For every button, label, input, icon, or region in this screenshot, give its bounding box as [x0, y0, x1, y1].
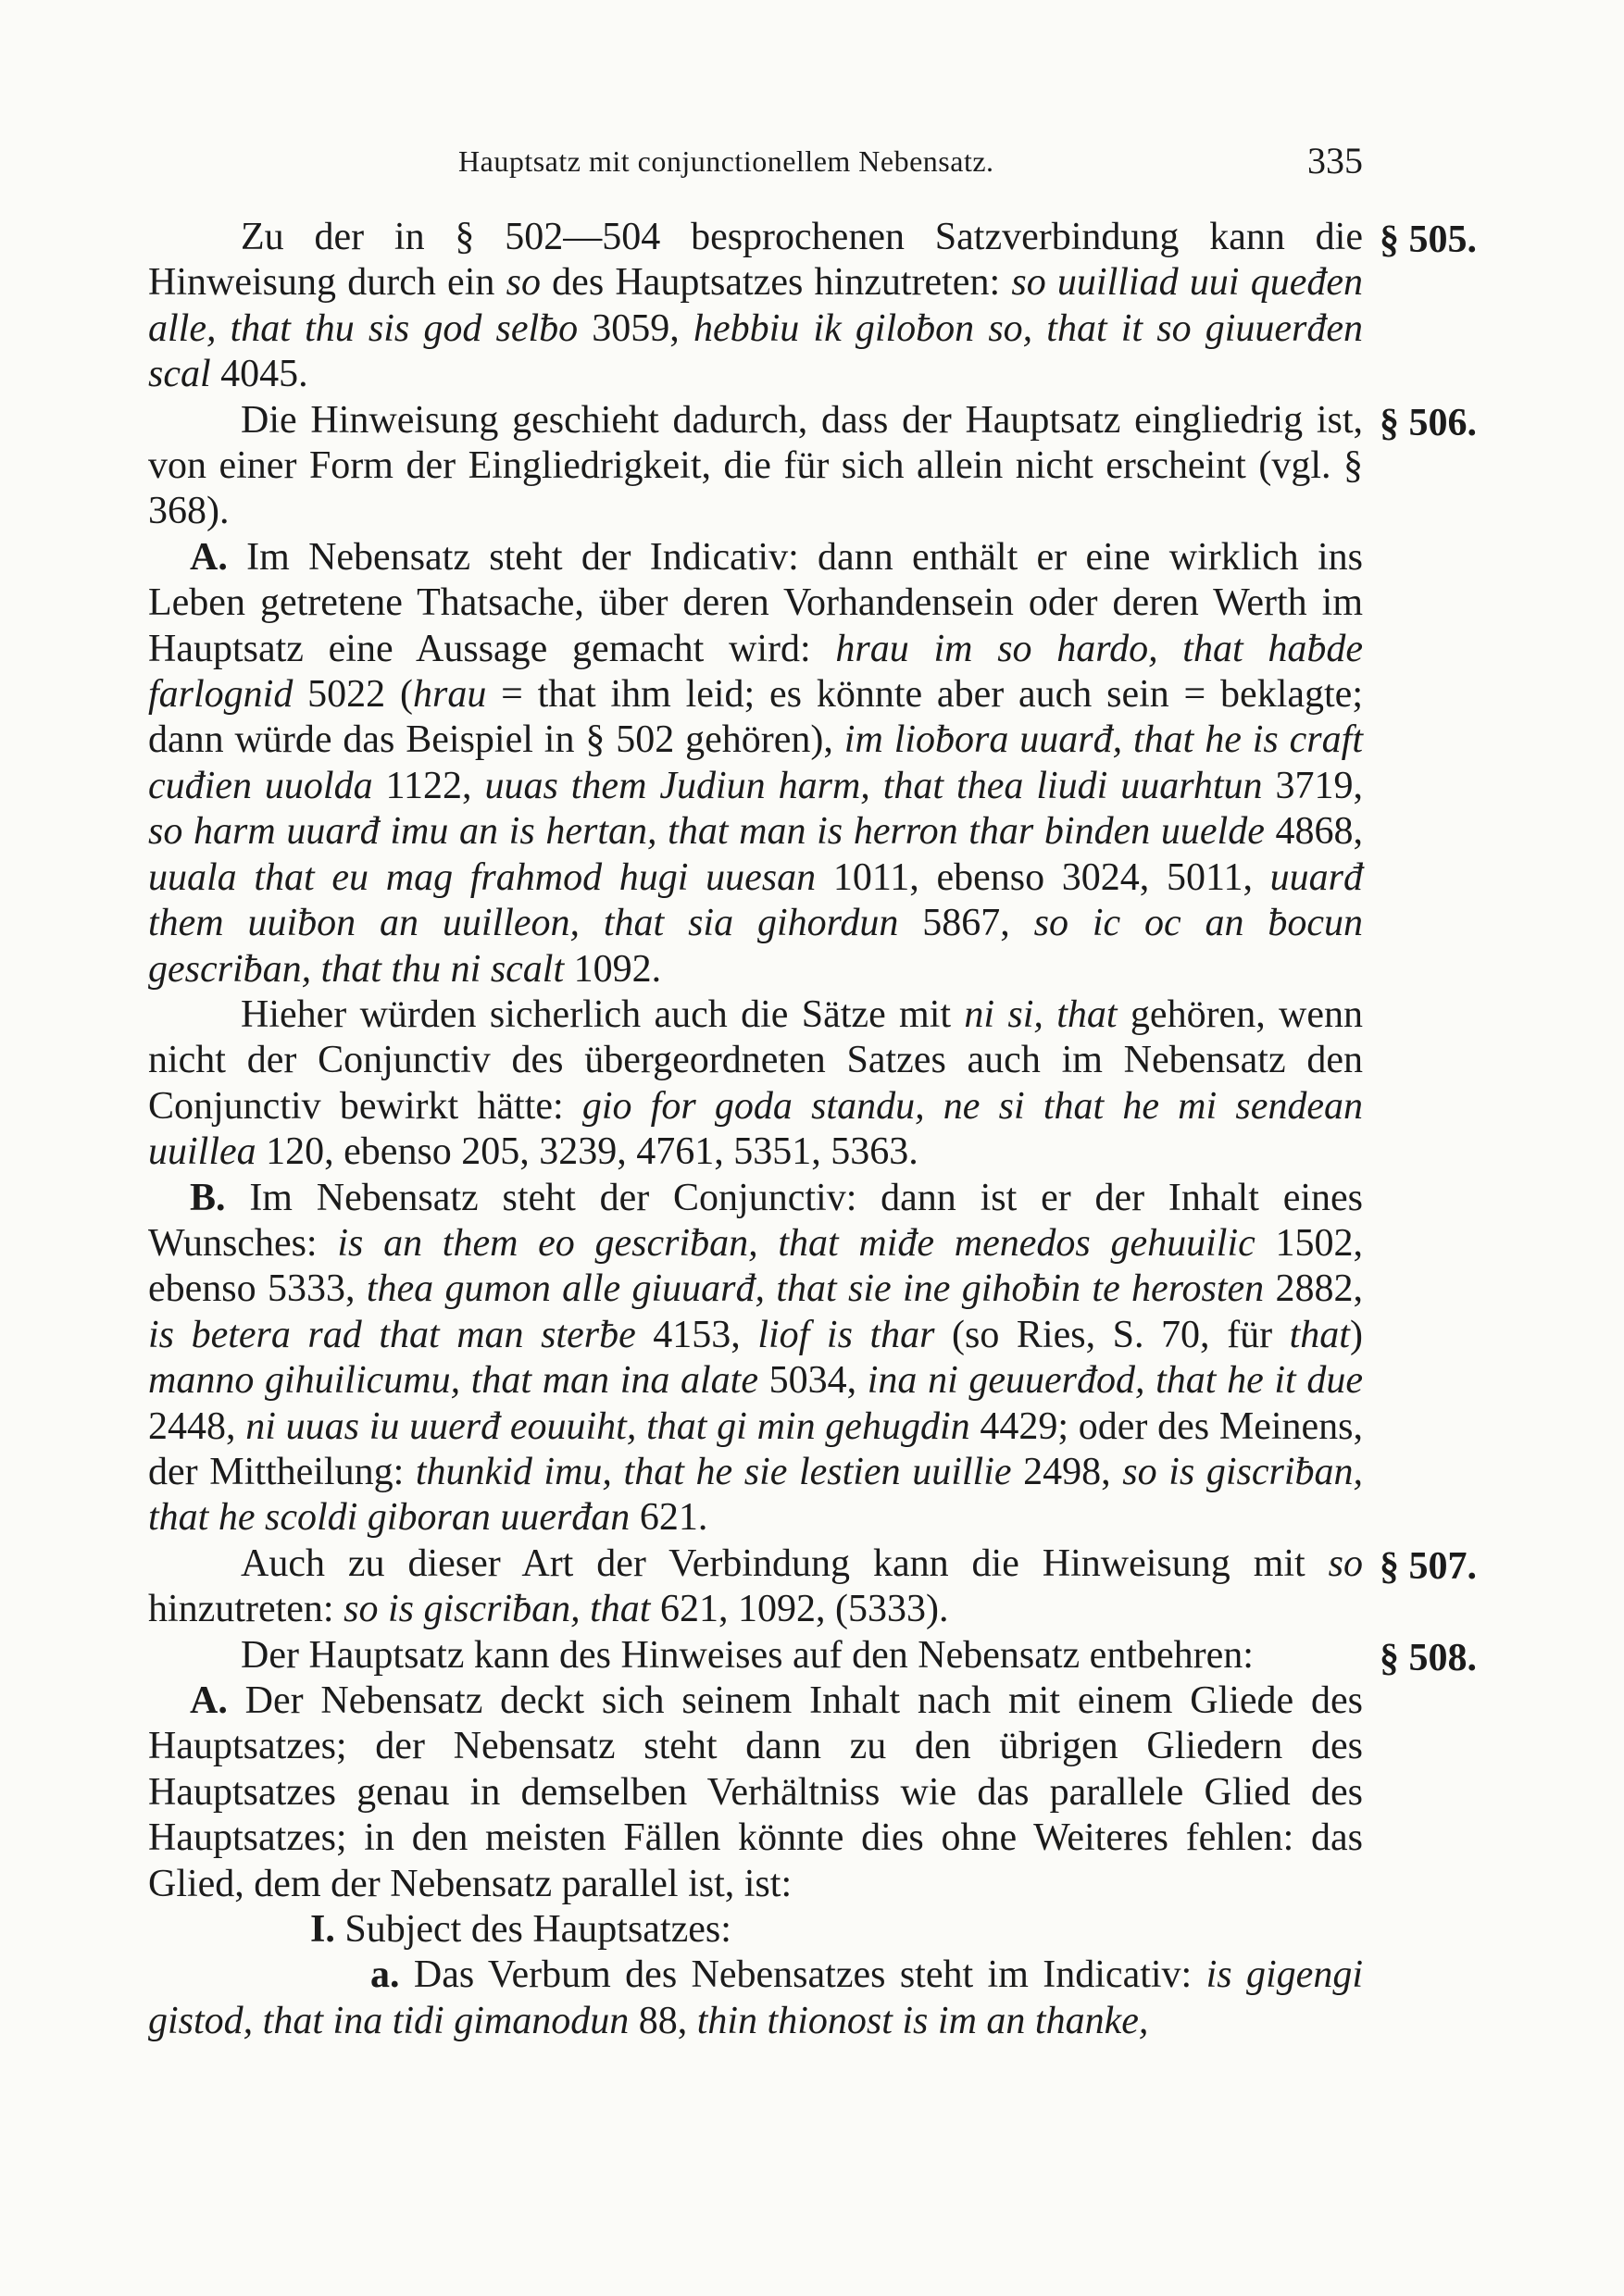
text-run: 4153, [635, 1313, 758, 1356]
paragraph-507 [148, 1541, 1477, 1633]
paragraph-506 [148, 398, 1477, 535]
text-run: 1122, [372, 764, 485, 807]
section-number-506: § 506. [1380, 401, 1477, 444]
running-title: Hauptsatz mit conjunctionellem Nebensatz. [458, 144, 994, 178]
list-marker-b: B. [190, 1176, 226, 1219]
example-quote: so ic oc an ƀocun gescriƀan, that thu ni scalt [148, 902, 1363, 991]
paragraph-508-a-i [148, 1907, 1363, 1953]
example-quote: is an them eo gescriƀan, that miđe menedos gehuuilic [337, 1221, 1255, 1265]
paragraph-506-a [148, 535, 1363, 992]
example-quote: so is giscriƀan, that [344, 1588, 651, 1631]
example-quote: is gigengi gistod, that ina tidi gimanodun [148, 1953, 1363, 2042]
paragraph-body [148, 1177, 1363, 1540]
paragraph-text [148, 1678, 1363, 1907]
paragraph-text [148, 535, 1363, 992]
example-quote: that [1289, 1313, 1350, 1356]
example-quote: liof is thar [757, 1313, 935, 1356]
text-run: 1011, ebenso 3024, 5011, [816, 855, 1270, 899]
list-marker-a-upper: A. [190, 1679, 228, 1722]
example-quote: so [1328, 1541, 1363, 1585]
paragraph-505 [148, 215, 1477, 398]
paragraph-hieher [148, 992, 1363, 1176]
paragraph-text [148, 992, 1363, 1176]
example-quote: thunkid imu, that he sie lestien uuillie [415, 1450, 1012, 1493]
text-run: 2882, [1264, 1267, 1363, 1311]
example-quote: ni uuas iu uuerđ eouuiht, that gi min gehugdin [245, 1404, 970, 1448]
paragraph-text [148, 1176, 1363, 1541]
text-run: des Hauptsatzes hinzutreten: [540, 261, 1012, 305]
text-run: 621, 1092, (5333). [650, 1588, 949, 1631]
paragraph-text [148, 1907, 1363, 1953]
text-run: Im Nebensatz steht der Conjunctiv: dann ist er der Inhalt eines Wunsches: [148, 1176, 1363, 1265]
text-run: 621. [630, 1496, 708, 1540]
list-marker-a-lower: a. [370, 1953, 400, 1997]
text-run: 3719, [1262, 764, 1364, 807]
text-run: 5034, [757, 1359, 868, 1403]
example-quote: hrau [412, 673, 487, 717]
list-marker-roman-i: I. [310, 1908, 335, 1952]
example-quote: so [506, 261, 541, 305]
paragraph-508-a [148, 1678, 1363, 1907]
text-run: Hieher würden sicherlich auch die Sätze mit [241, 992, 965, 1036]
paragraph-text [148, 398, 1363, 535]
example-quote: uuas them Judiun harm, that thea liudi uuarhtun [484, 764, 1263, 807]
example-quote: so uuilliad uui queđen alle, that thu sis god selƀo [148, 261, 1363, 350]
paragraph-text [148, 1953, 1363, 2044]
section-number-508: § 508. [1380, 1636, 1477, 1679]
paragraph-text [148, 215, 1363, 398]
example-quote: gio for goda standu, ne si that he mi sendean uuillea [148, 1084, 1363, 1174]
text-run: 4429; oder des Meinens, der Mittheilung: [148, 1404, 1364, 1493]
paragraph-body [148, 536, 1363, 991]
example-quote: manno gihuilicumu, that man ina alate [148, 1359, 758, 1403]
example-quote: im lioƀora uuarđ, that he is craft cuđien uuolda [148, 718, 1363, 807]
text-run: 2498, [1011, 1450, 1123, 1493]
paragraph-508-a-i-a [148, 1953, 1363, 2044]
paragraph-body [148, 1679, 1363, 1905]
text-run: Das Verbum des Nebensatzes steht im Indicativ: [399, 1953, 1206, 1997]
section-number-505: § 505. [1380, 218, 1477, 261]
paragraph-body [335, 1908, 731, 1951]
example-quote: uuarđ them uuiƀon an uuilleon, that sia gihordun [148, 855, 1363, 945]
section-number-507: § 507. [1380, 1544, 1477, 1588]
list-marker-a-upper: A. [190, 535, 228, 579]
body-text [148, 215, 1477, 2044]
example-quote: is betera rad that man sterƀe [148, 1313, 636, 1356]
text-run: 4868, [1264, 810, 1364, 854]
text-run: 1092. [564, 947, 662, 991]
example-quote: ina ni geuuerđod, that he it due [867, 1359, 1364, 1403]
text-run: 5867, [898, 902, 1034, 945]
example-quote: uuala that eu mag frahmod hugi uuesan [148, 855, 817, 899]
text-run: Der Nebensatz deckt sich seinem Inhalt nach mit einem Gliede des Hauptsatzes; der Nebensatz steht dann zu den übrigen Gliedern des Hauptsatzes genau in demselben Verhältniss wie das parallele Glied des Hauptsatzes; in den meisten Fällen könnte dies ohne Weiteres fehlen: das Glied, dem der Nebensatz parallel ist, ist: [148, 1679, 1363, 1905]
text-run: Die Hinweisung geschieht dadurch, dass der Hauptsatz eingliedrig ist, von einer Form der Eingliedrigkeit, die für sich allein nicht erscheint (vgl. § 368). [148, 398, 1363, 533]
example-quote: thin thionost is im an thanke, [696, 1999, 1149, 2042]
text-run: ) [1349, 1313, 1363, 1356]
example-quote: so harm uuarđ imu an is hertan, that man is herron thar binden uuelde [148, 810, 1265, 854]
text-run: hinzutreten: [148, 1588, 344, 1631]
text-run: gehören, wenn nicht der Conjunctiv des übergeordneten Satzes auch im Nebensatz den Conjunctiv bewirkt hätte: [148, 992, 1364, 1128]
paragraph-506-b [148, 1176, 1363, 1541]
paragraph-text [148, 1541, 1363, 1633]
text-run: Auch zu dieser Art der Verbindung kann die Hinweisung mit [241, 1541, 1329, 1585]
paragraph-508 [148, 1633, 1477, 1679]
page-number: 335 [1307, 140, 1363, 181]
text-run: 5022 ( [293, 673, 413, 717]
running-header [148, 139, 1363, 185]
text-run: Subject des Hauptsatzes: [334, 1908, 731, 1952]
text-run: 2448, [148, 1404, 246, 1448]
text-run: 4045. [210, 353, 308, 396]
paragraph-body [148, 1953, 1363, 2041]
text-run: (so Ries, S. 70, für [934, 1313, 1290, 1356]
text-run: 3059, [578, 306, 693, 350]
paragraph-text [148, 1633, 1363, 1678]
text-run: Zu der in § 502—504 besprochenen Satzverbindung kann die Hinweisung durch ein [148, 216, 1363, 305]
text-run: 1502, ebenso 5333, [148, 1221, 1364, 1311]
example-quote: hrau im so hardo, that haƀde farlognid [148, 627, 1363, 717]
example-quote: so is giscriƀan, that he scoldi giboran uuerđan [148, 1450, 1364, 1540]
text-run: 88, [629, 1999, 697, 2042]
text-run: 120, ebenso 205, 3239, 4761, 5351, 5363. [256, 1130, 918, 1174]
text-run: = that ihm leid; es könnte aber auch sein = beklagte; dann würde das Beispiel in § 502 gehören), [148, 673, 1363, 762]
example-quote: thea gumon alle giuuarđ, that sie ine gihoƀin te herosten [366, 1267, 1265, 1311]
example-quote: hebbiu ik giloƀon so, that it so giuuerđen scal [148, 306, 1364, 396]
example-quote: ni si, that [964, 992, 1118, 1036]
text-run: Im Nebensatz steht der Indicativ: dann enthält er eine wirklich ins Leben getretene Thatsache, über deren Vorhandensein oder deren Werth im Hauptsatz eine Aussage gemacht wird: [148, 535, 1363, 670]
text-run: Der Hauptsatz kann des Hinweises auf den Nebensatz entbehren: [241, 1633, 1254, 1677]
